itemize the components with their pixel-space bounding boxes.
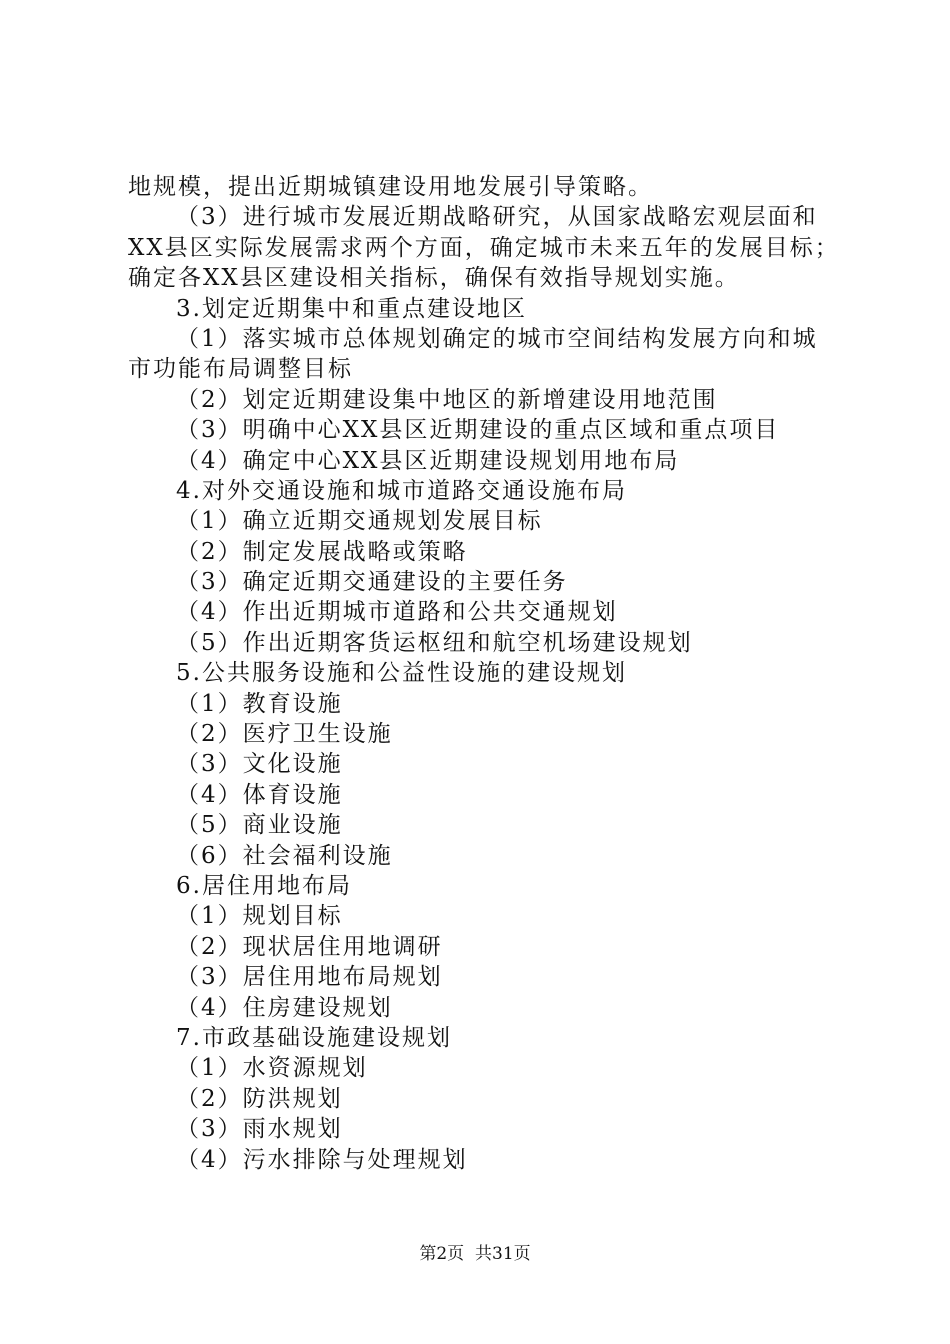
- text-line: （2）医疗卫生设施: [176, 721, 393, 748]
- text-line: （3）雨水规划: [176, 1116, 343, 1143]
- text-line: （2）现状居住用地调研: [176, 933, 443, 960]
- text-line: 地规模，提出近期城镇建设用地发展引导策略。: [128, 174, 653, 200]
- page-footer: [0, 1242, 950, 1266]
- text-line: （1）落实城市总体规划确定的城市空间结构发展方向和城: [176, 325, 818, 352]
- text-line: （2）制定发展战略或策略: [176, 538, 468, 565]
- text-line: （1）水资源规划: [176, 1055, 368, 1082]
- section-heading: 6.居住用地布局: [176, 872, 352, 899]
- document-body: [128, 172, 848, 1175]
- text-line: （4）住房建设规划: [176, 994, 393, 1021]
- section-heading: 4.对外交通设施和城市道路交通设施布局: [176, 477, 627, 504]
- text-line: （1）确立近期交通规划发展目标: [176, 508, 543, 535]
- text-line: （4）作出近期城市道路和公共交通规划: [176, 599, 618, 626]
- text-line: （4）确定中心XX县区近期建设规划用地布局: [176, 447, 680, 474]
- text-line: （4）体育设施: [176, 781, 343, 808]
- footer-gap: [464, 1244, 475, 1264]
- text-line: （3）居住用地布局规划: [176, 964, 443, 991]
- text-line: （6）社会福利设施: [176, 842, 393, 869]
- section-heading: 7.市政基础设施建设规划: [176, 1024, 452, 1051]
- text-line: （3）确定近期交通建设的主要任务: [176, 569, 568, 596]
- text-line: （3）进行城市发展近期战略研究，从国家战略宏观层面和: [176, 204, 818, 231]
- text-line: （5）商业设施: [176, 812, 343, 839]
- text-line: （5）作出近期客货运枢纽和航空机场建设规划: [176, 629, 693, 656]
- text-line: （1）规划目标: [176, 903, 343, 930]
- section-heading: 5.公共服务设施和公益性设施的建设规划: [176, 660, 627, 687]
- page-number: 第2页: [419, 1244, 465, 1264]
- section-heading: 3.划定近期集中和重点建设地区: [176, 295, 527, 322]
- text-line: （2）划定近期建设集中地区的新增建设用地范围: [176, 386, 718, 413]
- text-line: （1）教育设施: [176, 690, 343, 717]
- text-line: 市功能布局调整目标: [128, 356, 353, 383]
- text-line: （3）明确中心XX县区近期建设的重点区域和重点项目: [176, 417, 780, 444]
- text-line: 确定各XX县区建设相关指标，确保有效指导规划实施。: [128, 265, 740, 292]
- text-line: （4）污水排除与处理规划: [176, 1146, 468, 1173]
- total-pages: 共31页: [475, 1244, 531, 1264]
- text-line: XX县区实际发展需求两个方面，确定城市未来五年的发展目标；: [128, 234, 840, 261]
- text-line: （2）防洪规划: [176, 1085, 343, 1112]
- text-line: （3）文化设施: [176, 751, 343, 778]
